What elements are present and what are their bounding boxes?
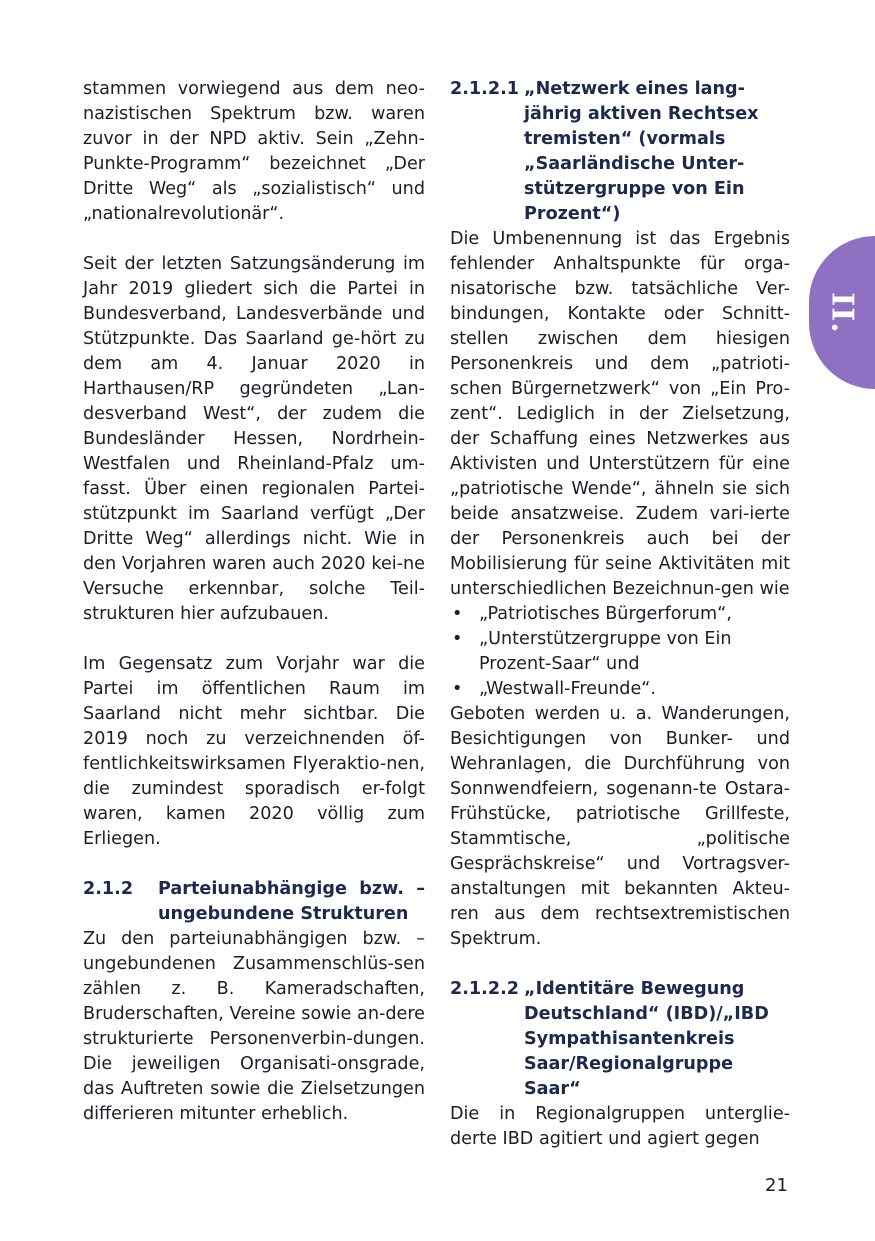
paragraph: Zu den parteiunabhängigen bzw. –ungebundenen Zusammenschlüs-sen zählen z. B. Kameradschaften, Bruderschaften, Vereine sowie an-dere strukturierte Personenverbin-dungen. Die jeweiligen Organisati-onsgrade, das Auftreten sowie die Zielsetzungen differieren mitunter erheblich. (83, 929, 425, 1124)
section-title: „Netzwerk eines lang-jährig aktiven Rechtsex tremisten“ (vormals „Saarländische Unter-stützergruppe von Ein Prozent“) (524, 79, 759, 224)
bullet-icon: • (452, 604, 463, 624)
paragraph: stammen vorwiegend aus dem neo-nazistischen Spektrum bzw. waren zuvor in der NPD aktiv. Sein „Zehn-Punkte-Programm“ bezeichnet „Der Dritte Weg“ als „sozialistisch“ und „nationalrevolutionär“. (83, 79, 425, 224)
paragraph: Im Gegensatz zum Vorjahr war die Partei im öffentlichen Raum im Saarland nicht mehr sichtbar. Die 2019 noch zu verzeichnenden öf-fentlichkeitswirksamen Flyeraktio-nen, die zumindest sporadisch er-folgt waren, kamen 2020 völlig zum Erliegen. (83, 654, 425, 849)
right-column (450, 77, 790, 1152)
section-number: 2.1.2.1 (450, 79, 520, 99)
list-item: • „Patriotisches Bürgerforum“, (450, 602, 790, 627)
section-number: 2.1.2.2 (450, 979, 520, 999)
bullet-icon: • (452, 629, 463, 649)
section-heading-2-1-2-2 (450, 977, 790, 1102)
paragraph: Die Umbenennung ist das Ergebnis fehlender Anhaltspunkte für orga-nisatorische bzw. tatsächliche Ver-bindungen, Kontakte oder Schnitt-stellen zwischen dem hiesigen Personenkreis und dem „patrioti-schen Bürgernetzwerk“ von „Ein Pro-zent“. Lediglich in der Zielsetzung, der Schaffung eines Netzwerkes aus Aktivisten und Unterstützern für eine „patriotische Wende“, ähneln sie sich beide ansatzweise. Zudem vari-ierte der Personenkreis auch bei der Mobilisierung für seine Aktivitäten mit unterschiedlichen Bezeichnun-gen wie (450, 229, 790, 599)
section-heading-2-1-2-1 (450, 77, 790, 227)
paragraph: Geboten werden u. a. Wanderungen, Besichtigungen von Bunker- und Wehranlagen, die Durchführung von Sonnwendfeiern, sogenann-te Ostara-Frühstücke, patriotische Grillfeste, Stammtische, „politische Gesprächskreise“ und Vortragsver-anstaltungen mit bekannten Akteu-ren aus dem rechtsextremistischen Spektrum. (450, 704, 790, 949)
section-title: „Identitäre Bewegung Deutschland“ (IBD)/„IBD Sympathisantenkreis Saar/Regionalgruppe Saar“ (524, 979, 769, 1099)
section-heading-2-1-2 (83, 877, 425, 927)
bullet-list (450, 602, 790, 702)
list-item: • „Westwall-Freunde“. (450, 677, 790, 702)
section-title: Parteiunabhängige bzw. –ungebundene Strukturen (158, 879, 425, 924)
chapter-tab (809, 236, 875, 389)
list-item: • „Unterstützergruppe von Ein Prozent-Saar“ und (452, 629, 732, 674)
chapter-label: II. (824, 291, 860, 334)
page-number: 21 (765, 1175, 788, 1196)
section-number: 2.1.2 (83, 879, 134, 899)
bullet-icon: • (452, 679, 463, 699)
paragraph: Die in Regionalgruppen unterglie-derte IBD agitiert und agiert gegen (450, 1104, 790, 1149)
left-column (83, 77, 425, 1127)
paragraph: Seit der letzten Satzungsänderung im Jahr 2019 gliedert sich die Partei in Bundesverband, Landesverbände und Stützpunkte. Das Saarland ge-hört zu dem am 4. Januar 2020 in Harthausen/RP gegründeten „Lan-desverband West“, der zudem die Bundesländer Hessen, Nordrhein-Westfalen und Rheinland-Pfalz um-fasst. Über einen regionalen Partei-stützpunkt im Saarland verfügt „Der Dritte Weg“ allerdings nicht. Wie in den Vorjahren waren auch 2020 kei-ne Versuche erkennbar, solche Teil-strukturen hier aufzubauen. (83, 254, 425, 624)
